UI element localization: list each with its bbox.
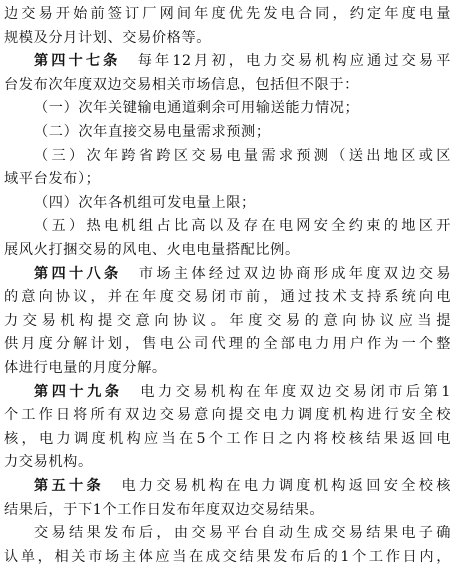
list-item — [34, 216, 451, 236]
line-text: （二）次年直接交易电量需求预测； — [34, 124, 271, 140]
line-text: 交易结果发布后，由交易平台自动生成交易结果电子确 — [34, 525, 451, 542]
list-item — [34, 98, 451, 118]
text-line — [4, 28, 451, 48]
list-item — [34, 122, 451, 142]
line-text: 展风火打捆交易的风电、火电电量搭配比例。 — [4, 242, 300, 258]
line-text: （四）次年各机组可发电量上限； — [34, 194, 256, 211]
list-item — [34, 193, 451, 213]
article-49-heading-line — [34, 382, 451, 402]
line-text: 市场主体经过双边协商形成年度双边交易 — [121, 265, 451, 282]
list-item — [34, 146, 451, 166]
text-line — [4, 405, 451, 425]
text-line — [4, 452, 451, 472]
line-text: 电力交易机构在电力调度机构返回安全校核 — [103, 478, 451, 494]
line-text: 边交易开始前签订厂网间年度优先发电合同，约定年度电量 — [4, 6, 451, 22]
line-text: 个工作日将所有双边交易意向提交电力调度机构进行安全校 — [4, 407, 451, 424]
text-line — [4, 358, 451, 378]
text-line — [34, 523, 451, 543]
line-text: 台发布次年度双边交易相关市场信息，包括但不限于： — [4, 76, 359, 93]
line-text: 力交易机构提交意向协议。年度交易的意向协议应当提 — [4, 312, 451, 329]
text-line — [4, 547, 451, 567]
article-50-heading-line — [34, 476, 451, 496]
text-line — [4, 311, 451, 331]
line-text: （一）次年关键输电通道剩余可用输送能力情况； — [34, 100, 360, 117]
line-text: 核，电力调度机构应当在5个工作日之内将校核结果返回电 — [4, 430, 451, 447]
article-number: 第四十八条 — [34, 265, 122, 282]
line-text: （五）热电机组占比高以及存在电网安全约束的地区开 — [34, 218, 451, 235]
article-47-heading-line — [34, 51, 451, 71]
article-number: 第四十七条 — [34, 53, 121, 70]
line-text: 的意向协议，并在年度交易闭市前，通过技术支持系统向电 — [4, 289, 451, 306]
text-line — [4, 287, 451, 307]
line-text: 结果后，于下1个工作日发布年度双边交易结果。 — [4, 501, 325, 518]
text-line — [4, 169, 451, 189]
line-text: 域平台发布）； — [4, 171, 101, 188]
line-text: （三）次年跨省跨区交易电量需求预测（送出地区或区 — [34, 147, 451, 164]
text-line — [4, 500, 451, 520]
line-text: 电力交易机构在年度双边交易闭市后第1 — [122, 383, 451, 400]
line-text: 认单，相关市场主体应当在成交结果发布后的1个工作日内， — [4, 548, 451, 565]
line-text: 体进行电量的月度分解。 — [4, 360, 167, 376]
text-line — [4, 4, 451, 24]
line-text: 每年12月初，电力交易机构应通过交易平 — [120, 53, 451, 70]
text-line — [4, 75, 451, 95]
text-line — [4, 240, 451, 260]
text-line — [4, 334, 451, 354]
article-48-heading-line — [34, 264, 451, 284]
line-text: 力交易机构。 — [4, 454, 93, 471]
line-text: 供月度分解计划，售电公司代理的全部电力用户作为一个整 — [4, 336, 451, 353]
article-number: 第四十九条 — [34, 383, 123, 400]
article-number: 第五十条 — [34, 478, 104, 494]
line-text: 规模及分月计划、交易价格等。 — [4, 29, 212, 46]
text-line — [4, 429, 451, 449]
